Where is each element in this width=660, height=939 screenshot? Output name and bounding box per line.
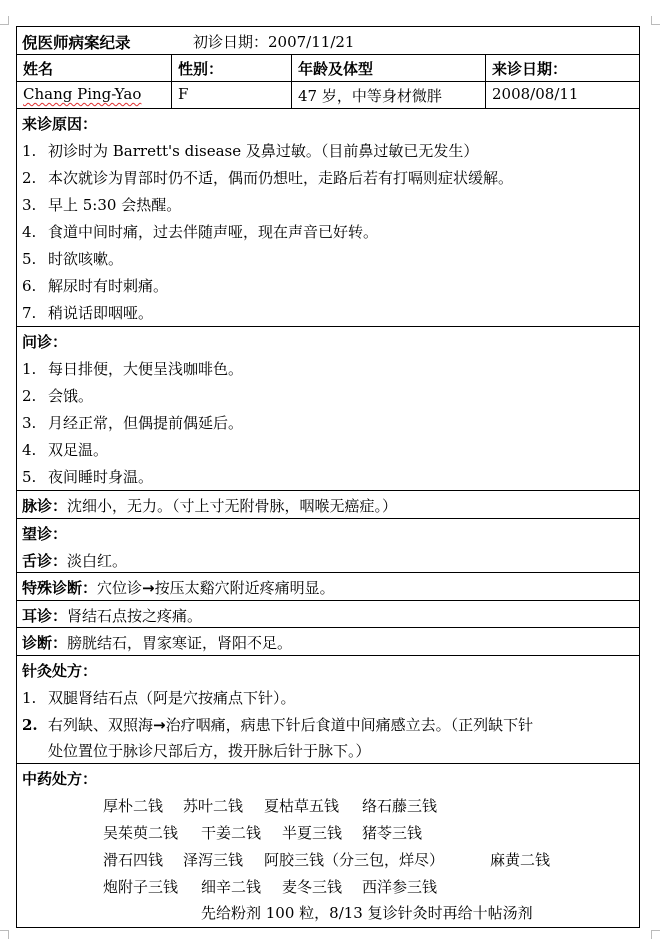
herb-item: 炮附子三钱 [103, 878, 179, 896]
herb-item: 厚朴二钱 [103, 797, 164, 815]
list-item [22, 714, 633, 735]
record-title: 倪医师病案纪录 [22, 33, 131, 52]
item-number: 3. [22, 196, 37, 214]
observation-section [17, 519, 639, 573]
herb-item: 夏枯草五钱 [264, 797, 340, 815]
special-label: 特殊诊断： [22, 579, 98, 597]
list-item [22, 194, 633, 215]
herb-item: 西洋参三钱 [362, 878, 438, 896]
herb-item: 半夏三钱 [282, 824, 343, 842]
reason-label: 来诊原因： [22, 115, 98, 133]
item-text: 会饿。 [48, 387, 94, 405]
item-number: 1. [22, 360, 37, 378]
patient-name-text: Chang Ping-Yao [23, 85, 142, 103]
patient-sex: F [172, 82, 292, 108]
herbal-section [17, 764, 639, 927]
list-item [22, 221, 633, 242]
herbal-label: 中药处方： [22, 770, 98, 788]
diagnosis-text: 膀胱结石，胃家寒证，肾阳不足。 [67, 634, 293, 652]
arrow-right-icon: → [142, 579, 155, 597]
item-text: 治疗咽痛，病患下针后食道中间痛感立去。（正列缺下针 [165, 716, 534, 734]
item-text: 双腿肾结石点（阿是穴按痛点下针）。 [48, 689, 296, 707]
herb-item: 干姜二钱 [201, 824, 262, 842]
item-text: 月经正常，但偶提前偶延后。 [48, 414, 244, 432]
patient-name [17, 82, 172, 108]
age-build-header: 年龄及体型 [292, 55, 486, 81]
tongue-label: 舌诊： [22, 552, 68, 570]
herb-item: 络石藤三钱 [362, 797, 438, 815]
item-text: 解尿时有时刺痛。 [48, 277, 169, 295]
corner-mark [651, 16, 660, 25]
pulse-label: 脉诊： [22, 497, 68, 515]
item-text: 时欲咳嗽。 [48, 250, 124, 268]
special-text-b: 按压太谿穴附近疼痛明显。 [154, 579, 335, 597]
herb-item: 麻黄二钱 [490, 851, 551, 869]
item-text: 稍说话即咽哑。 [48, 304, 154, 322]
diagnosis-line [22, 632, 633, 653]
item-number: 2. [22, 387, 37, 405]
acupuncture-label: 针灸处方： [22, 662, 98, 680]
title-row [17, 27, 639, 55]
first-visit-date: 初诊日期：2007/11/21 [193, 33, 355, 51]
pulse-section [17, 491, 639, 519]
item-text: 早上 5:30 会热醒。 [48, 196, 182, 214]
item-text: 每日排便，大便呈浅咖啡色。 [48, 360, 244, 378]
item-text: 双足温。 [48, 441, 109, 459]
special-diagnosis-section [17, 573, 639, 601]
ear-line [22, 605, 633, 626]
herb-item: 阿胶三钱（分三包，烊尽） [264, 851, 445, 869]
item-number: 3. [22, 414, 37, 432]
patient-age-build: 47 岁，中等身材微胖 [292, 82, 486, 108]
list-item [22, 412, 633, 433]
info-header-row [17, 55, 639, 82]
acupuncture-section [17, 656, 639, 764]
arrow-right-icon: → [153, 716, 166, 734]
name-header: 姓名 [17, 55, 172, 81]
list-item [22, 167, 633, 188]
list-item [22, 302, 633, 323]
inquiry-label: 问诊： [22, 333, 68, 351]
herbal-note: 先给粉剂 100 粒，8/13 复诊针灸时再给十帖汤剂 [201, 904, 533, 922]
ear-section [17, 601, 639, 628]
list-item [22, 466, 633, 487]
tongue-text: 淡白红。 [67, 552, 128, 570]
list-item [22, 358, 633, 379]
reason-section [17, 109, 639, 327]
item-number: 1. [22, 142, 37, 160]
item-number: 5. [22, 468, 37, 486]
item-text: 右列缺、双照海 [48, 716, 154, 734]
list-item [22, 439, 633, 460]
list-item [22, 275, 633, 296]
herb-item: 细辛二钱 [201, 878, 262, 896]
tongue-line [22, 550, 633, 571]
list-item [22, 140, 633, 161]
item-number: 1. [22, 689, 37, 707]
diagnosis-section [17, 628, 639, 656]
list-item [22, 248, 633, 269]
list-item [22, 687, 633, 708]
ear-text: 肾结石点按之疼痛。 [67, 607, 203, 625]
item-text: 初诊时为 Barrett's disease 及鼻过敏。（目前鼻过敏已无发生） [48, 142, 479, 160]
info-values-row [17, 82, 639, 109]
item-number: 6. [22, 277, 37, 295]
visit-date: 2008/08/11 [492, 85, 579, 103]
diagnosis-label: 诊断： [22, 634, 68, 652]
pulse-text: 沈细小，无力。（寸上寸无附骨脉，咽喉无癌症。） [67, 497, 398, 515]
list-item [22, 385, 633, 406]
item-text: 夜间睡时身温。 [48, 468, 154, 486]
inquiry-section [17, 327, 639, 491]
herb-item: 麦冬三钱 [282, 878, 343, 896]
visit-date-header: 来诊日期： [492, 60, 568, 78]
case-record-sheet [16, 26, 640, 928]
ear-label: 耳诊： [22, 607, 68, 625]
item-number: 7. [22, 304, 37, 322]
herb-item: 滑石四钱 [103, 851, 164, 869]
special-line [22, 577, 633, 598]
observation-label: 望诊： [22, 525, 68, 543]
item-number: 4. [22, 223, 37, 241]
herb-item: 猪苓三钱 [362, 824, 423, 842]
item-text: 本次就诊为胃部时仍不适，偶而仍想吐，走路后若有打嗝则症状缓解。 [48, 169, 514, 187]
pulse-line [22, 495, 633, 516]
herb-item: 吴茱萸二钱 [103, 824, 179, 842]
herb-item: 泽泻三钱 [183, 851, 244, 869]
corner-mark [0, 16, 9, 25]
herb-item: 苏叶二钱 [183, 797, 244, 815]
item-number: 2. [22, 716, 38, 734]
item-number: 4. [22, 441, 37, 459]
item-number: 5. [22, 250, 37, 268]
item-number: 2. [22, 169, 37, 187]
list-item-continuation: 处位置位于脉诊尺部后方，拨开脉后针于脉下。） [48, 742, 371, 760]
item-text: 食道中间时痛，过去伴随声哑，现在声音已好转。 [48, 223, 379, 241]
special-text-a: 穴位诊 [97, 579, 143, 597]
sex-header: 性别： [172, 55, 292, 81]
